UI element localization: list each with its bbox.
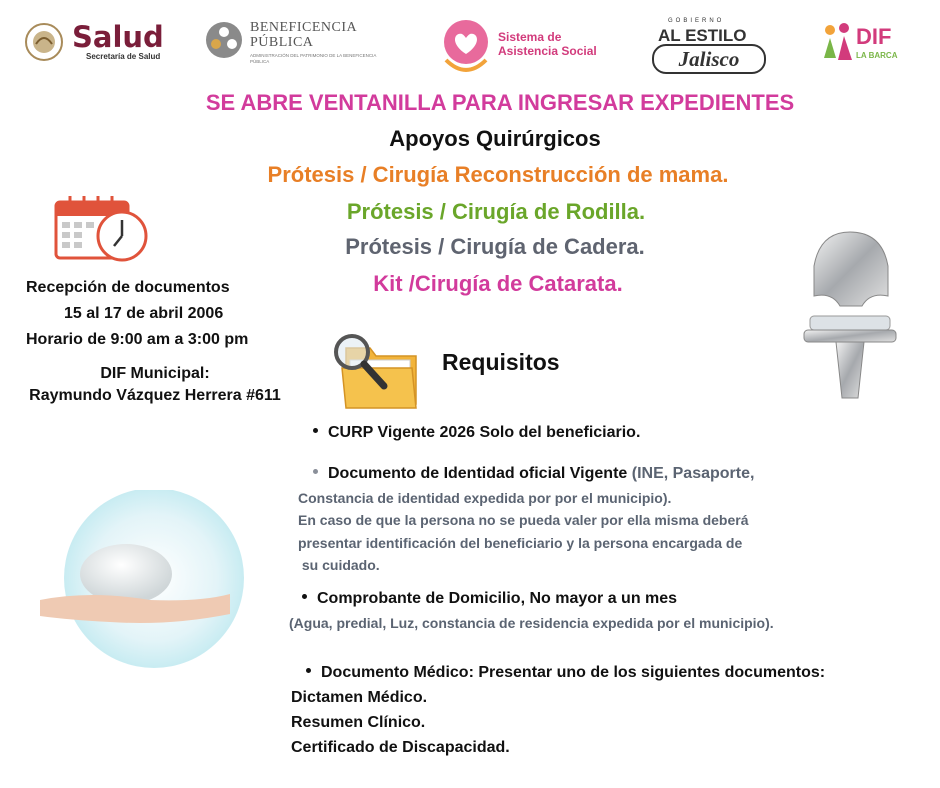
procedure-line-rodilla: Prótesis / Cirugía de Rodilla. [346,199,646,224]
procedure-line-catarata: Kit /Cirugía de Catarata. [373,271,623,296]
jalisco-logo [650,18,770,73]
req-medico-text: Documento Médico: Presentar uno de los siguientes documentos: [321,664,826,681]
apoyos-title: Apoyos Quirúrgicos [389,126,601,151]
req-medico [306,664,825,682]
procedure-line-cadera: Prótesis / Cirugía de Cadera. [345,234,645,259]
beneficencia-emblem-icon [204,20,244,60]
req-identidad-paren: (INE, Pasaporte, [627,465,755,482]
beneficencia-logo [204,18,377,68]
req-identidad-line2: Constancia de identidad expedida por por el municipio). [298,490,672,506]
req-curp [313,424,640,442]
reception-dates: 15 al 17 de abril 2006 [64,305,224,322]
reception-hours: Horario de 9:00 am a 3:00 pm [26,331,249,348]
requisitos-title: Requisitos [442,349,560,375]
req-identidad-line5: su cuidado. [298,557,380,573]
dif-la-barca-logo [820,16,920,70]
req-medico-item: Resumen Clínico. [291,714,426,731]
sistema-asistencia-social-logo [440,18,620,78]
beneficencia-line2: PÚBLICA [250,35,314,50]
salud-logo [20,16,170,66]
breast-implant-hand-image [30,490,260,670]
jalisco-wordmark: Jalisco [652,44,766,74]
req-identidad-main: Documento de Identidad oficial Vigente [328,465,628,482]
sas-line1: Sistema de [498,30,562,44]
sas-logo-text [498,30,597,58]
req-domicilio [302,590,677,608]
family-heart-icon [440,18,492,76]
req-medico-item: Certificado de Discapacidad. [291,739,510,756]
salud-logo-text: Salud [72,20,164,54]
jalisco-al-estilo: AL ESTILO [658,26,747,45]
jalisco-gobierno: GOBIERNO [668,18,725,24]
office-address: Raymundo Vázquez Herrera #611 [29,387,281,404]
office-label: DIF Municipal: [100,365,210,382]
knee-prosthesis-image [800,226,900,406]
req-domicilio-text: Comprobante de Domicilio, No mayor a un mes [317,590,678,607]
mexico-seal-icon [24,22,64,62]
reception-title: Recepción de documentos [26,279,230,296]
req-medico-item: Dictamen Médico. [291,689,428,706]
req-identidad-line4: presentar identificación del beneficiario y la persona encargada de [298,535,743,551]
headline: SE ABRE VENTANILLA PARA INGRESAR EXPEDIENTES [205,90,795,115]
req-identidad-line3: En caso de que la persona no se pueda valer por ella misma deberá [298,512,749,528]
beneficencia-line1: BENEFICENCIA [250,20,358,35]
dif-logo-subtext: LA BARCA [856,51,898,60]
sas-line2: Asistencia Social [498,44,597,58]
bullet-icon [313,469,318,474]
dif-logo-text: DIF [856,24,892,49]
beneficencia-small: ADMINISTRACIÓN DEL PATRIMONIO DE LA BENEFICENCIA PÚBLICA [250,53,377,64]
req-domicilio-detail: (Agua, predial, Luz, constancia de residencia expedida por el municipio). [289,615,774,631]
procedure-line-mama: Prótesis / Cirugía Reconstrucción de mama. [267,162,729,187]
req-curp-text: CURP Vigente 2026 Solo del beneficiario. [328,424,641,441]
calendar-clock-icon [52,192,152,264]
bullet-icon [313,428,318,433]
bullet-icon [306,668,311,673]
salud-logo-subtext: Secretaría de Salud [86,52,161,61]
folder-search-icon [330,330,422,412]
req-identidad [313,465,754,483]
bullet-icon [302,594,307,599]
dif-family-icon [820,18,856,68]
